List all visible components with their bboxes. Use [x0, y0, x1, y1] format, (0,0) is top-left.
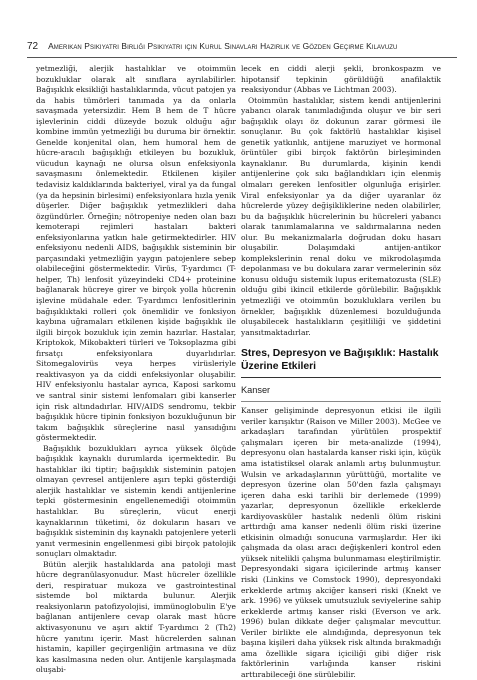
book-title: Amerikan Psikiyatri Birliği Psikiyatri için Kurul Sınavları Hazırlık ve Gözden Geçirme Kılavuzu: [48, 41, 398, 51]
section-title: Stres, Depresyon ve Bağışıklık: Hastalık Üzerine Etkileri: [241, 348, 439, 372]
paragraph: Kanser gelişiminde depresyonun etkisi ile ilgili veriler karışıktır (Raison ve Miller 2003). McGee ve arkadaşları tarafından yürütülen prospektif çalışmaları içeren bir meta-analizde (1994), depresyonu olan hastalarda kanser riski için, küçük ama istatistiksel olarak anlamlı artış bulunmuştur. Wulsin ve arkadaşlarının yürüttüğü, mortalite ve depresyon üzerine olan 50'den fazla çalışmayı içeren daha eski tarihli bir derlemede (1999) yazarlar, depresyonun özellikle erkeklerde kardiyovasküler hastalık nedenli ölüm riskini arttırdığı ama kanser nedenli ölüm riski üzerine etkisinin olmadığı sonucuna varmışlardır. Her iki çalışmada da olası aracı değişkenleri kontrol eden yüksek nitelikli çalışma bulunmaması eleştirilmiştir. Depresyondaki sigara içicilerinde artmış kanser riski (Linkins ve Comstock 1990), depresyondaki erkeklerde artmış akciğer kanseri riski (Knekt ve ark. 1996) ve yüksek umutsuzluk seviyelerine sahip erkeklerde artmış kanser riski (Everson ve ark. 1996) bulan dikkate değer çalışmalar mevcuttur. Veriler birlikte ele alındığında, depresyonun tek başına kişileri daha yüksek risk altında bırakmadığı ama özellikle sigara içiciliği gibi diğer risk faktörlerinin varlığında kanser riskini arttırabileceği öne sürülebilir.: [241, 406, 441, 679]
page-number: 72: [27, 41, 39, 52]
right-column: [241, 64, 441, 680]
paragraph: lecek en ciddi alerji şekli, bronkospazm ve hipotansif tepkinin görüldüğü anafilaktik reaksiyondur (Abbas ve Lichtman 2003).: [241, 64, 441, 95]
left-column: [36, 64, 236, 676]
section-rule: [241, 377, 441, 378]
paragraph: Bağışıklık bozuklukları ayrıca yüksek ölçüde bağışıklık kaynaklı durumlarda içermektedir. Bu hastalıklar iki tiptir; bağışıklık sisteminin patojen olmayan çevresel antijenlere aşırı tepki gösterdiği alerjik hastalıklar ve sistemin kendi antijenlerine tepki göstermesinin engellenemediği otoimmün hastalıklar. Bu süreçlerin, vücut enerji kaynaklarının tüketimi, öz dokuların hasarı ve bağışıklık sisteminin dış kaynaklı patojenlere yeterli yanıt vermesinin engellenmesi gibi birçok patolojik sonuçları olmaktadır.: [36, 443, 236, 559]
running-header: [27, 41, 457, 55]
header-rule: [27, 57, 457, 58]
subsection-rule: [241, 401, 441, 402]
paragraph: Bütün alerjik hastalıklarda ana patoloji mast hücre degranülasyonudur. Mast hücreler özellikle deri, respiratuar mukoza ve gastrointestinal sistemde bol miktarda bulunur. Alerjik reaksiyonların patofizyolojisi, immünoglobulin E'ye bağlanan antijenlere cevap olarak mast hücre aktivasyonunu ve aşırı aktif T-yardımcı 2 (Th2) hücre yanıtını içerir. Mast hücrelerden salınan histamin, kapiller geçirgenliğin artmasına ve düz kas kasılmasına neden olur. Antijenle karşılaşmada oluşabi-: [36, 559, 236, 675]
paragraph: Otoimmün hastalıklar, sistem kendi antijenlerini yabancı olarak tanımladığında oluşur ve bir seri bağışıklık olayı öz dokunun zarar görmesi ile sonuçlanır. Bu çok faktörlü hastalıklar kişisel genetik yatkınlık, antijene maruziyet ve hormonal örüntüler gibi birçok faktörün birleşiminden kaynaklanır. Bu durumlarda, kişinin kendi antijenlerine çok sıkı bağlandıkları için elenmiş olmaları gereken lenfositler olgunluğa erişirler. Viral enfeksiyonlar ya da diğer uyaranlar öz hücrelerde yüzey değişikliklerine neden olabilirler, bu da bağışıklık hücrelerinin bu hücreleri yabancı olarak tanımlamalarına ve saldırmalarına neden olur. Bu mekanizmalarla doğrudan doku hasarı oluşabilir. Dolaşımdaki antijen-antikor komplekslerinin renal doku ve mikrodolaşımda depolanması ve bu dokulara zarar vermelerinin söz konusu olduğu sistemik lupus eritematozusta (SLE) olduğu gibi ikincil etkilerde görülebilir. Bağışıklık yetmezliği ve otoimmün bozukluklara verilen bu örnekler, bağışıklık düzenlemesi bozulduğunda oluşabilecek hastalıkların çeşitliliği ve şiddetini yansıtmaktadırlar.: [241, 95, 441, 337]
subsection-title: Kanser: [241, 385, 271, 396]
paragraph: yetmezliği, alerjik hastalıklar ve otoimmün bozukluklar olarak alt sınıflara ayrılabilirler. Bağışıklık eksikliği hastalıklarında, vücut patojen ya da habis tümörleri tanımada ya da onlarla savaşmada yetersizdir. Hem B hem de T hücre işlevlerinin ciddi düzeyde bozuk olduğu ağır kombine immün yetmezliği bu duruma bir örnektir. Genelde konjenital olan, hem humoral hem de hücre-aracılı bağışıklığı etkileyen bu bozukluk, vücudun kaynağı ne olursa olsun enfeksiyonla savaşmasını önlemektedir. Etkilenen kişiler tedavisiz kaldıklarında bakteriyel, viral ya da fungal (ya da hepsinin birlesimi) enfeksiyonlara hızla yenik düşerler. Diğer bağışıklık yetmezlikleri daha özgündürler. Örneğin; nötropeniye neden olan bazı kemoterapi rejimleri hastaları bakteri enfeksiyonlarına yatkın hale getirmektedirler. HIV enfeksiyonu nedenli AIDS, bağışıklık sisteminin bir parçasındaki yetmezliğin yaygın patojenlere sebep olabileceğini göstermektedir. Virüs, T-yardımcı (T-helper, Th) lenfosit yüzeyindeki CD4+ proteinine bağlanarak hücreye girer ve birçok yolla hücrenin işlevine müdahale eder. T-yardımcı lenfositlerinin bağışıklıktaki rolleri çok önemlidir ve fonksiyon kaybına uğramaları etkilenen kişide bağışıklık ile ilgili birçok bozukluk için zemin hazırlar. Hastalar, Kriptokok, Mikobakteri türleri ve Toksoplazma gibi fırsatçı enfeksiyonlara duyarlıdırlar. Sitomegalovirüs veya herpes virüsleriyle reaktivasyon ya da ciddi enfeksiyonlar oluşabilir. HIV enfeksiyonlu hastalar ayrıca, Kaposi sarkomu ve santral sinir sistemi lenfomaları gibi kanserler için risk altındadırlar. HIV/AIDS sendromu, tekbir bağışıklık hücre tipinin fonksiyon bozukluğunun bir takım bağışıklık süreçlerine nasıl yansıdığını göstermektedir.: [36, 64, 236, 443]
